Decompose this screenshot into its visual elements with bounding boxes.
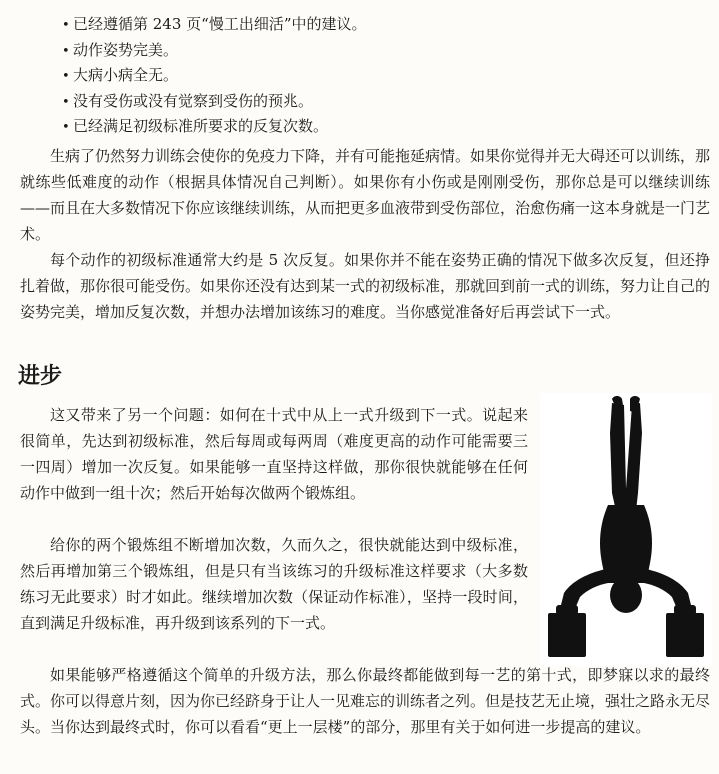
criteria-text: 动作姿势完美。 [73, 40, 179, 59]
criteria-item [62, 114, 702, 140]
criteria-text: 没有受伤或没有觉察到受伤的预兆。 [73, 91, 314, 110]
criteria-list [62, 12, 702, 140]
progression-paragraph-2: 给你的两个锻炼组不断增加次数，久而久之，很快就能达到中级标准，然后再增加第三个锻炼组，但是只有当该练习的升级标准这样要求（大多数练习无此要求）时才如此。继续增加次数（保证动作标准），坚持一段时间，直到满足升级标准，再升级到该系列的下一式。 [20, 536, 528, 632]
criteria-text: 大病小病全无。 [73, 66, 179, 84]
criteria-item [62, 63, 702, 89]
criteria-item [62, 38, 702, 64]
handstand-pushup-photo [540, 393, 712, 666]
bullet-marker: • [62, 69, 70, 84]
section-heading: 进步 [18, 364, 63, 389]
sickness-paragraph: 生病了仍然努力训练会使你的免疫力下降，并有可能拖延病情。如果你觉得并无大碍还可以训练，那就练些低难度的动作（根据具体情况自己判断）。如果你有小伤或是刚刚受伤，那你总是可以继续训练——而且在大多数情况下你应该继续训练，从而把更多血液带到受伤部位，治愈伤痛一这本身就是一门艺术。 [20, 147, 711, 243]
bullet-marker: • [62, 43, 70, 59]
criteria-text: 已经满足初级标准所要求的反复次数。 [73, 117, 329, 135]
bullet-marker: • [62, 18, 70, 33]
bullet-marker: • [62, 120, 70, 135]
criteria-item [62, 12, 702, 38]
bullet-marker: • [62, 94, 70, 110]
criteria-text: 已经遵循第 243 页“慢工出细活”中的建议。 [73, 15, 367, 33]
repetitions-paragraph: 每个动作的初级标准通常大约是 5 次反复。如果你并不能在姿势正确的情况下做多次反复，但还挣扎着做，那你很可能受伤。如果你还没有达到某一式的初级标准，那就回到前一式的训练，努力让自己的姿势完美，增加反复次数，并想办法增加该练习的难度。当你感觉准备好后再尝试下一式。 [20, 251, 711, 321]
handstand-silhouette-illustration [540, 393, 712, 666]
progression-paragraph-1: 这又带来了另一个问题：如何在十式中从上一式升级到下一式。说起来很简单，先达到初级标准，然后每周或每两周（难度更高的动作可能需要三一四周）增加一次反复。如果能够一直坚持这样做，那你很快就能够在任何动作中做到一组十次；然后开始每次做两个锻炼组。 [20, 406, 528, 502]
progression-paragraph-3: 如果能够严格遵循这个简单的升级方法，那么你最终都能做到每一艺的第十式，即梦寐以求的最终式。你可以得意片刻，因为你已经跻身于让人一见难忘的训练者之列。但是技艺无止境，强壮之路永无尽头。当你达到最终式时，你可以看看“更上一层楼”的部分，那里有关于如何进一步提高的建议。 [20, 666, 711, 736]
criteria-item [62, 89, 702, 115]
